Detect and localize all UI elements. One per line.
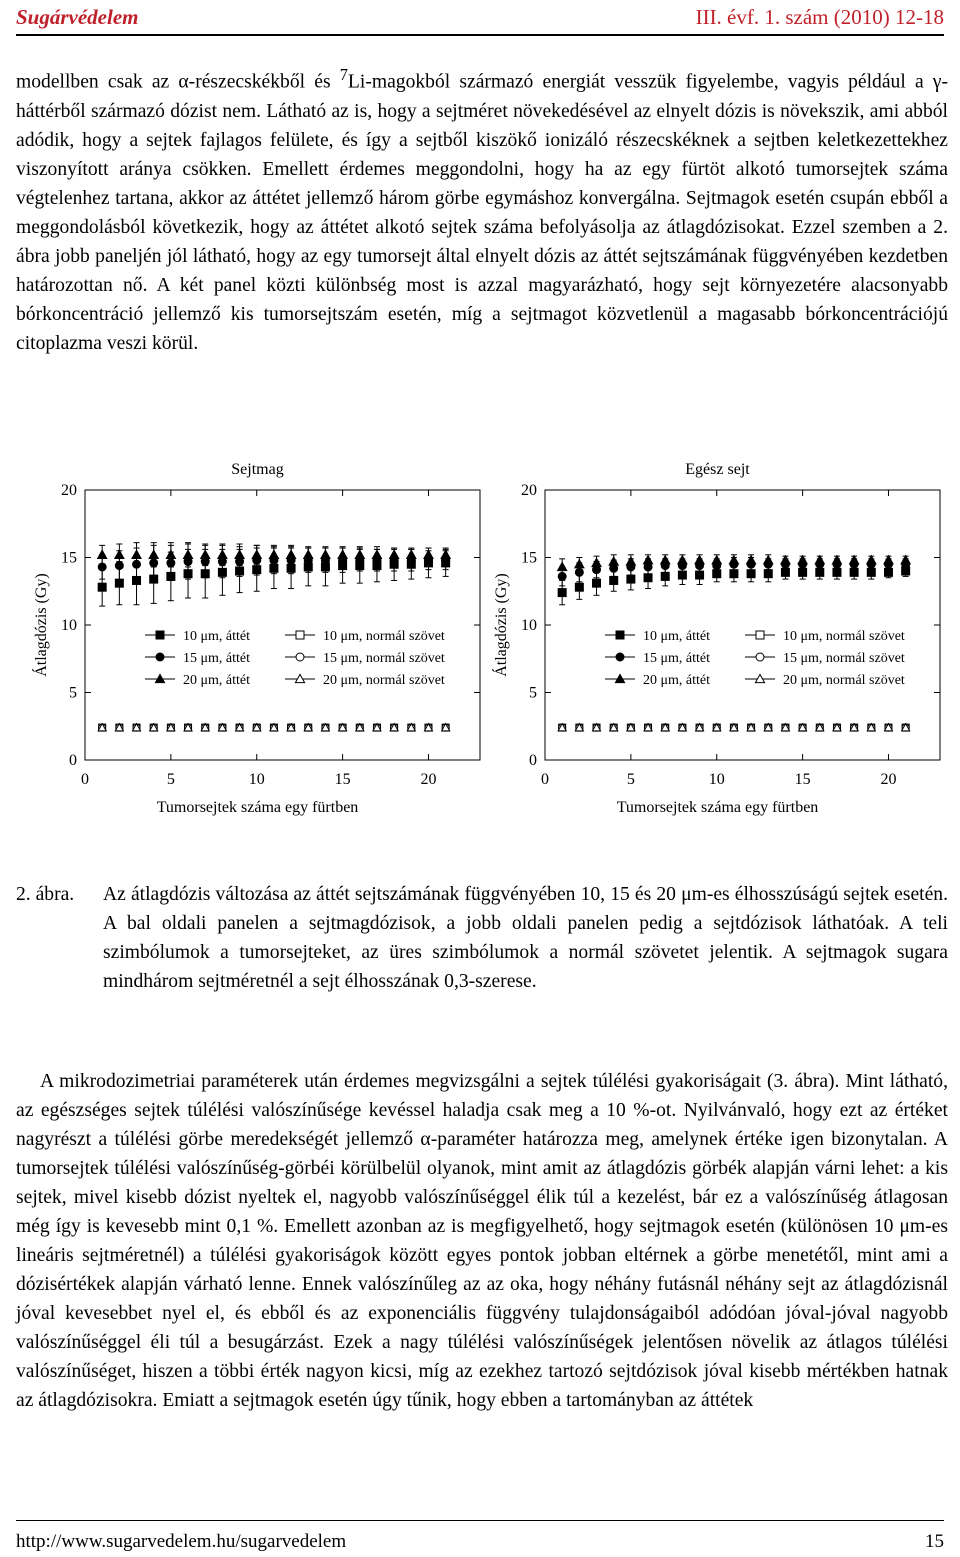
data-point [149, 550, 158, 558]
data-point [764, 570, 772, 578]
y-tick-label: 10 [521, 617, 537, 634]
data-point [832, 556, 841, 564]
legend-marker [756, 631, 764, 639]
data-point [661, 572, 669, 580]
page-number: 15 [925, 1531, 944, 1552]
x-tick-label: 20 [880, 771, 897, 788]
data-point [575, 583, 583, 591]
legend-entry: 15 μm, áttét [183, 651, 250, 666]
data-point [98, 550, 107, 558]
x-tick-label: 15 [334, 771, 351, 788]
y-tick-label: 0 [69, 752, 77, 769]
x-tick-label: 0 [541, 771, 549, 788]
chart-title: Egész sejt [685, 461, 750, 478]
data-point [115, 550, 124, 558]
y-tick-label: 20 [61, 482, 77, 499]
body-paragraph-1 [16, 60, 948, 358]
x-axis-label: Tumorsejtek száma egy fürtben [156, 799, 359, 816]
data-point [678, 556, 687, 564]
data-point [558, 562, 567, 570]
legend-marker [616, 631, 624, 639]
x-tick-label: 15 [794, 771, 811, 788]
plot-frame [85, 490, 480, 760]
legend-marker [296, 653, 304, 661]
page-header [16, 0, 944, 36]
x-tick-label: 5 [626, 771, 635, 788]
journal-title: Sugárvédelem [16, 4, 139, 29]
footer-url: http://www.sugarvedelem.hu/sugarvedelem [16, 1531, 347, 1552]
data-point [355, 550, 364, 558]
legend-entry: 15 μm, normál szövet [323, 651, 445, 666]
data-point [798, 556, 807, 564]
data-point [269, 550, 278, 558]
data-point [338, 550, 347, 558]
data-point [764, 556, 773, 564]
data-point [441, 550, 450, 558]
legend-entry: 15 μm, normál szövet [783, 651, 905, 666]
data-point [201, 550, 210, 558]
data-point [884, 556, 893, 564]
x-tick-label: 0 [81, 771, 89, 788]
legend-entry: 10 μm, normál szövet [783, 629, 905, 644]
chart-title: Sejtmag [231, 461, 284, 478]
y-axis-label: Átlagdózis (Gy) [493, 573, 510, 677]
data-point [304, 550, 313, 558]
issue-info: III. évf. 1. szám (2010) 12-18 [695, 4, 944, 29]
data-point [593, 579, 601, 587]
data-point [407, 550, 416, 558]
data-point [729, 556, 738, 564]
legend-entry: 10 μm, áttét [183, 629, 250, 644]
y-tick-label: 15 [61, 549, 77, 567]
x-tick-label: 10 [248, 771, 265, 788]
legend-entry: 20 μm, normál szövet [783, 673, 905, 688]
data-point [372, 550, 381, 558]
data-point [424, 550, 433, 558]
x-tick-label: 20 [420, 771, 437, 788]
y-axis-label: Átlagdózis (Gy) [33, 573, 50, 677]
data-point [627, 575, 635, 583]
data-point [609, 557, 618, 565]
x-axis-label: Tumorsejtek száma egy fürtben [616, 799, 819, 816]
x-tick-label: 5 [166, 771, 175, 788]
paragraph-1-rest: Li-magokból származó energiát vesszük figyelembe, vagyis például a γ-háttérből származó dózist nem. Látható az is, hogy a sejtméret növekedésével az elnyelt dózis is növekszik, ami abból adódik, hogy a sejtek fajlagos felülete, és így a sejtből kiszökő ionizáló részecskéknek a sejtben keletkezettekhez viszonyított aránya csökken. Emellett érdemes meggondolni, hogy ha az egy fürtöt alkotó tumorsejtek száma végtelenhez tartana, akkor az áttétet jellemző három görbe egymáshoz konvergálna. Sejtmagok esetén csupán ebből a meggondolásból következik, hogy az áttétet alkotó sejtek száma befolyásolja az átlagdózisokat. Ezzel szemben a 2. ábra jobb paneljén jól látható, hogy az egy tumorsejt által elnyelt dózis az áttét sejtszámának függvényében kezdetben határozottan nő. A két panel közti különbség most is azzal magyarázható, hogy sejt környezetére alacsonyabb bórkoncentráció jellemző kis tumorsejtszám esetén, míg a sejtmagot közvetlenül a magasabb bórkoncentrációjú citoplazma veszi körül. [16, 71, 948, 354]
data-point [781, 556, 790, 564]
data-point [712, 556, 721, 564]
caption-text: Az átlagdózis változása az áttét sejtszámának függvényében 10, 15 és 20 μm-es élhosszúságú sejtek esetén. A bal oldali panelen a sejtmagdózisok, a jobb oldali panelen pedig a sejtdózisok láthatóak. A teli szimbólumok a tumorsejteket, az üres szimbólumok a normál szövetet jelentik. A sejtmagok sugara mindhárom sejtméretnél a sejt élhosszának 0,3-szerese. [103, 884, 948, 992]
body-paragraph-2: A mikrodozimetriai paraméterek után érdemes megvizsgálni a sejtek túlélési gyakoriságait (3. ábra). Mint látható, az egészséges sejtek túlélési valószínűsége kevéssel haladja csak meg a 10 %-ot. Nyilvánvaló, hogy ezt az értéket nagyrészt a túlélési görbe meredekségét jellemző α-paraméter határozza meg, amelynek értéke igen bizonytalan. A tumorsejtek túlélési valószínűség-görbéi körülbelül olyanok, mint amit az átlagdózis görbék alapján várni lehet: a kis sejtek, mivel kisebb dózist nyeltek el, nagyobb valószínűséggel élik túl a kezelést, bár ez a valószínűség átlagosan még így is kevesebb mint 0,1 %. Emellett azonban az is megfigyelhető, hogy sejtmagok esetén (különösen 10 μm-es lineáris sejtméretnél) a túlélési gyakoriságok között egyes pontok jobban eltérnek a görbe menetétől, mint ami a dózisértékek alapján várható lenne. Ennek valószínűleg az az oka, hogy néhány futásnál néhány sejt az átlagdózisnál jóval kevesebbet nyel el, és ebből és az exponenciális függvény tulajdonságaiból adódóan jóval-jóval nagyobb valószínűséggel éli túl a besugárzást. Ezek a nagy túlélési valószínűségek jelentősen növelik az átlagos túlélési valószínűséget, hiszen a többi érték nagyon kicsi, míg az ezekhez tartozó sejtdózisok jóval kisebb mértékben hatnak az átlagdózisokra. Emiatt a sejtmagok esetén úgy tűnik, hogy ebben a tartományban az áttétek [16, 1071, 948, 1411]
legend-marker [296, 631, 304, 639]
y-tick-label: 20 [521, 482, 537, 499]
data-point [867, 556, 876, 564]
figure-caption [16, 880, 948, 996]
data-point [901, 556, 910, 564]
data-point [850, 556, 859, 564]
legend-entry: 20 μm, áttét [183, 673, 250, 688]
data-point [592, 558, 601, 566]
data-point [815, 556, 824, 564]
data-point [558, 589, 566, 597]
chart-legend [605, 629, 905, 688]
legend-entry: 20 μm, áttét [643, 673, 710, 688]
data-point [98, 583, 106, 591]
figure-2 [0, 440, 960, 860]
data-point [626, 557, 635, 565]
chart-legend [145, 629, 445, 688]
legend-marker [756, 653, 764, 661]
legend-entry: 10 μm, normál szövet [323, 629, 445, 644]
data-point [183, 550, 192, 558]
paragraph-1-start: modellben csak az α-részecskékből és [16, 71, 340, 93]
isotope-superscript: 7 [339, 65, 348, 84]
data-point [132, 550, 141, 558]
plot-frame [545, 490, 940, 760]
y-tick-label: 5 [529, 684, 537, 702]
legend-entry: 10 μm, áttét [643, 629, 710, 644]
y-tick-label: 0 [529, 752, 537, 769]
legend-entry: 15 μm, áttét [643, 651, 710, 666]
caption-label: 2. ábra. [16, 884, 75, 905]
page-footer [16, 1520, 944, 1553]
y-tick-label: 10 [61, 617, 77, 634]
y-tick-label: 15 [521, 549, 537, 567]
data-point [661, 556, 670, 564]
chart-panel-1 [31, 461, 480, 816]
legend-marker [156, 653, 164, 661]
chart-panel-2 [491, 461, 940, 816]
data-point [610, 576, 618, 584]
y-tick-label: 5 [69, 684, 77, 702]
data-point [695, 556, 704, 564]
data-point [235, 550, 244, 558]
legend-entry: 20 μm, normál szövet [323, 673, 445, 688]
data-point [321, 550, 330, 558]
data-point [575, 560, 584, 568]
data-point [252, 550, 261, 558]
legend-marker [156, 631, 164, 639]
legend-marker [616, 653, 624, 661]
x-tick-label: 10 [708, 771, 725, 788]
data-point [286, 550, 295, 558]
data-point [643, 556, 652, 564]
data-point [746, 556, 755, 564]
data-point [166, 550, 175, 558]
data-point [390, 550, 399, 558]
data-point [218, 550, 227, 558]
